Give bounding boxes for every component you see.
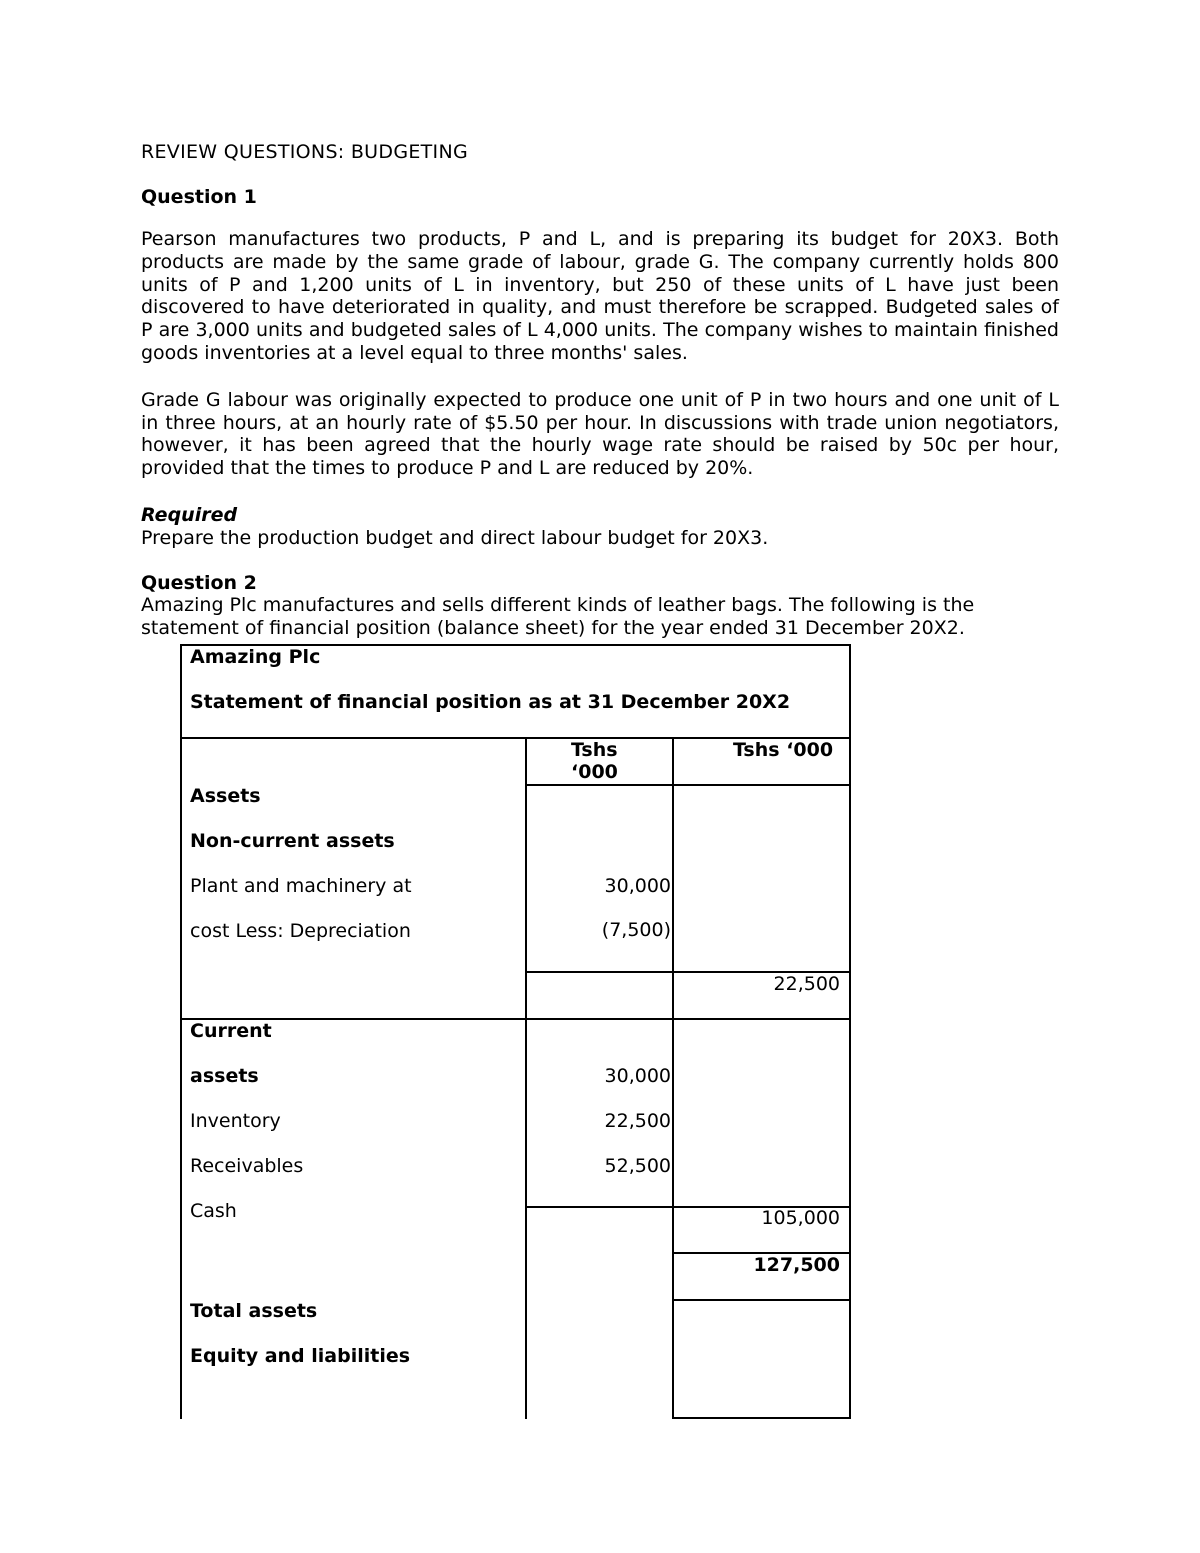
- question-2-line-1: Amazing Plc manufactures and sells different kinds of leather bags. The following is the: [141, 594, 975, 617]
- col-divider-1: [525, 737, 527, 1419]
- assets-sub-label: assets: [190, 1065, 259, 1087]
- plant-machinery-label: Plant and machinery at: [190, 875, 412, 897]
- total-assets-line: [672, 1299, 850, 1301]
- question-2-heading: Question 2: [141, 571, 257, 594]
- nca-total-value: 22,500: [773, 973, 840, 995]
- total-assets-value: 127,500: [753, 1254, 840, 1276]
- statement-title: Statement of financial position as at 31 December 20X2: [190, 691, 791, 713]
- required-text: Prepare the production budget and direct labour budget for 20X3.: [141, 526, 769, 549]
- nca-section-bottom: [180, 1018, 850, 1020]
- question-1-paragraph-1: Pearson manufactures two products, P and L, and is preparing its budget for 20X3. Both products are made by the same grade of labour, grade G. The company currently holds 800 units of P and 1,200 units of L in inventory, but 250 of these units of L have just been discovered to have deteriorated in quality, and must therefore be scrapped. Budgeted sales of P are 3,000 units and budgeted sales of L 4,000 units. The company wishes to maintain finished goods inventories at a level equal to three months' sales.: [141, 228, 1059, 364]
- table-border-right: [849, 644, 851, 1419]
- document-title: REVIEW QUESTIONS: BUDGETING: [141, 141, 468, 163]
- ca-total-value: 105,000: [761, 1207, 840, 1229]
- current-label: Current: [190, 1020, 272, 1042]
- financial-position-table: [180, 644, 850, 1419]
- col1-header-000: ‘000: [571, 761, 618, 783]
- col1-header-tshs: Tshs: [571, 739, 618, 761]
- depreciation-value: (7,500): [601, 919, 671, 941]
- question-1-paragraph-2: Grade G labour was originally expected to produce one unit of P in two hours and one unit of L in three hours, at an hourly rate of $5.50 per hour. In discussions with trade union negotiators, however, it has been agreed that the hourly wage rate should be raised by 50c per hour, provided that the times to produce P and L are reduced by 20%.: [141, 388, 1059, 480]
- table-border-left: [180, 644, 182, 1419]
- required-label: Required: [141, 503, 238, 526]
- cash-label: Cash: [190, 1200, 237, 1222]
- non-current-assets-label: Non-current assets: [190, 830, 395, 852]
- inventory-value: 30,000: [604, 1065, 671, 1087]
- inventory-label: Inventory: [190, 1110, 281, 1132]
- col2-header: Tshs ‘000: [733, 739, 834, 761]
- question-2-line-2: statement of financial position (balance sheet) for the year ended 31 December 20X2.: [141, 617, 965, 640]
- question-1-heading: Question 1: [141, 186, 257, 208]
- equity-liabilities-label: Equity and liabilities: [190, 1345, 411, 1367]
- plant-cost-value: 30,000: [604, 875, 671, 897]
- cash-value: 52,500: [604, 1155, 671, 1177]
- company-name: Amazing Plc: [190, 646, 321, 668]
- total-assets-label: Total assets: [190, 1300, 318, 1322]
- receivables-label: Receivables: [190, 1155, 304, 1177]
- col-header-bottom: [525, 784, 850, 786]
- table-bottom-line: [672, 1417, 850, 1419]
- document-page: [141, 138, 1059, 640]
- cost-less-depreciation-label: cost Less: Depreciation: [190, 920, 411, 942]
- col-divider-2: [672, 737, 674, 1419]
- assets-label: Assets: [190, 785, 261, 807]
- receivables-value: 22,500: [604, 1110, 671, 1132]
